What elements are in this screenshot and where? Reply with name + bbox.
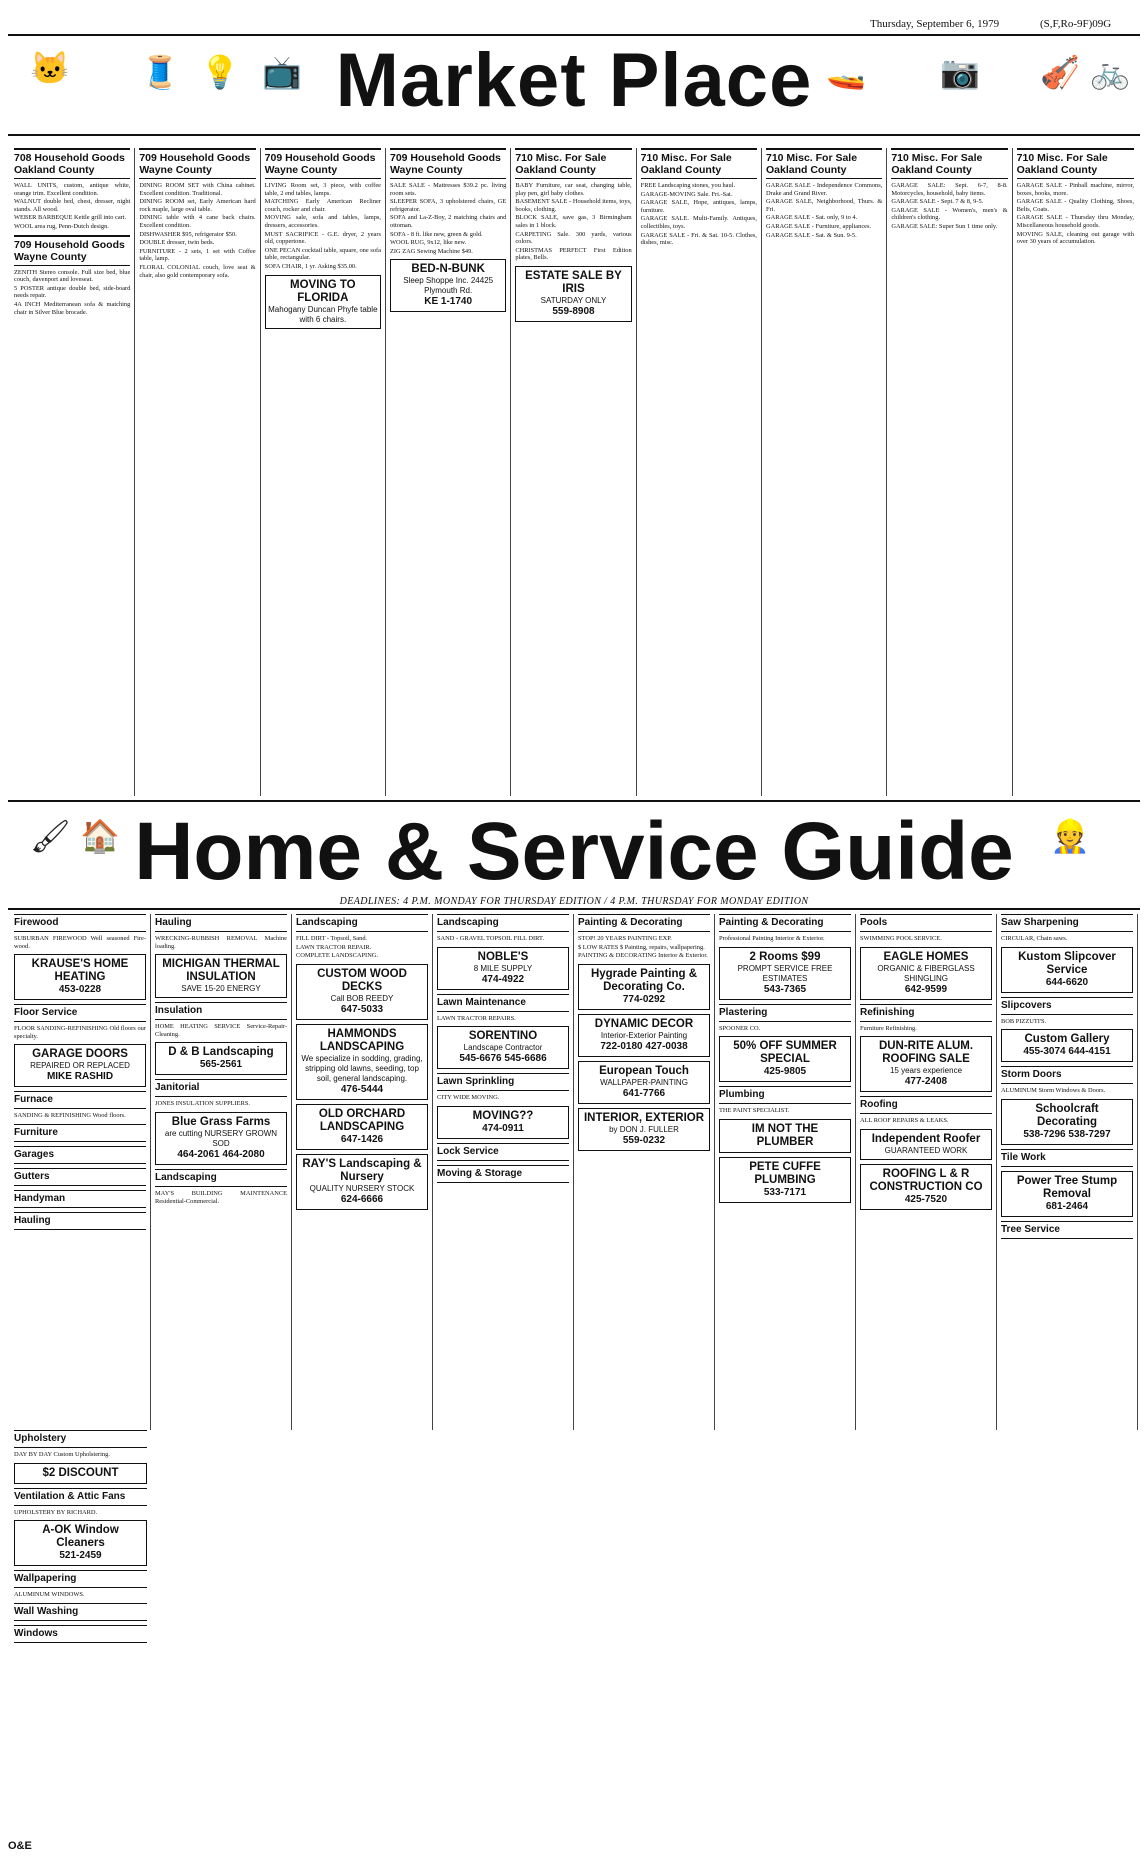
ad-headline: A-OK Window Cleaners: [42, 1524, 119, 1550]
display-ad: [14, 1520, 147, 1566]
classified-heading: Refinishing: [860, 1004, 992, 1022]
ad-subline: 15 years experience: [889, 1066, 963, 1076]
classified-heading: 709 Household Goods Wayne County: [390, 148, 506, 179]
classified-ad: Professional Painting Interior & Exterior.: [719, 935, 825, 942]
classified-ad: PAINTING & DECORATING Interior & Exterior.: [578, 952, 708, 960]
display-ad: [14, 1044, 146, 1087]
classified-heading: Tree Service: [1001, 1221, 1133, 1239]
classified-ad: WRECKING-RUBBISH REMOVAL Machine loading.: [155, 935, 287, 950]
classified-ad: 4A INCH Mediterranean sofa & matching chair in Silver Blue brocade.: [14, 300, 131, 316]
classified-heading: Handyman: [14, 1190, 146, 1208]
ad-headline: Hygrade Painting & Decorating Co.: [590, 967, 698, 993]
classified-heading: 709 Household Goods Wayne County: [14, 235, 130, 266]
ad-subline: WALLPAPER-PAINTING: [600, 1077, 688, 1087]
display-ad: [860, 1164, 992, 1210]
classified-heading: Firewood: [14, 914, 146, 932]
classified-heading: Ventilation & Attic Fans: [14, 1488, 147, 1506]
classified-ad: GARAGE SALE - Pinball machine, mirror, boxes, books, more.: [1016, 182, 1134, 197]
classified-ad: GARAGE-MOVING Sale. Fri.-Sat.: [640, 190, 733, 198]
classified-heading: Painting & Decorating: [719, 914, 851, 932]
home-service-column-1: [10, 914, 151, 1430]
display-ad: [1001, 1171, 1133, 1217]
classified-heading: 709 Household Goods Wayne County: [139, 148, 255, 179]
market-place-column-3: [261, 148, 386, 796]
classified-ad: ZENITH Stereo console. Full size bed, blue couch, davenport and loveseat.: [14, 268, 131, 284]
home-service-columns: [10, 914, 1138, 1834]
classified-heading: Garages: [14, 1146, 146, 1164]
ad-phone: 681-2464: [1045, 1200, 1089, 1212]
classified-ad: DINING ROOM SET with China cabinet. Excellent condition. Traditional.: [139, 182, 256, 197]
home-service-column-3: [292, 914, 433, 1430]
cat-icon: 🐱: [30, 50, 70, 86]
classified-ad: WEBER BARBEQUE Kettle grill into cart.: [14, 214, 127, 222]
display-ad: [578, 1014, 710, 1057]
edition-code: (S,F,Ro-9F)09G: [1040, 18, 1112, 30]
ad-phone: 647-1426: [340, 1133, 384, 1145]
classified-ad: Furniture Refinishing.: [860, 1024, 917, 1032]
ad-headline: 2 Rooms $99: [749, 950, 821, 963]
camera-icon: 📷: [940, 54, 980, 90]
ad-headline: SORENTINO: [468, 1030, 538, 1043]
ad-headline: Schoolcraft Decorating: [1035, 1102, 1099, 1128]
ad-phone: 455-3074 644-4151: [1023, 1046, 1111, 1058]
classified-ad: ALUMINUM WINDOWS.: [14, 1591, 85, 1599]
ad-headline: D & B Landscaping: [168, 1046, 274, 1059]
market-place-column-9: [1013, 148, 1138, 796]
classified-heading: Lawn Maintenance: [437, 994, 569, 1012]
paint-roller-icon: 🖌: [30, 818, 71, 854]
classified-ad: MUST SACRIFICE - G.E. dryer, 2 years old, coppertone.: [264, 230, 381, 246]
classified-ad: CARPETING Sale. 300 yards, various colors.: [515, 230, 632, 246]
display-ad: [437, 1026, 569, 1069]
ad-subline: Call BOB REEDY: [330, 993, 394, 1003]
section-rule: [8, 800, 1140, 802]
boat-icon: 🚤: [826, 54, 866, 90]
classified-heading: Tile Work: [1001, 1149, 1133, 1167]
classified-ad: SPOONER CO.: [719, 1024, 761, 1032]
classified-ad: SAND - GRAVEL TOPSOIL FILL DIRT.: [437, 935, 545, 942]
ad-phone: 543-7365: [763, 983, 807, 995]
classified-heading: Saw Sharpening: [1001, 914, 1133, 932]
home-service-column-6: [715, 914, 856, 1430]
classified-heading: Landscaping: [155, 1169, 287, 1187]
market-place-title: Market Place: [335, 38, 813, 123]
classified-ad: HOME HEATING SERVICE Service-Repair-Cleaning.: [155, 1023, 287, 1038]
classified-heading: Storm Doors: [1001, 1066, 1133, 1084]
ad-headline: GARAGE DOORS: [32, 1048, 128, 1061]
classified-heading: 708 Household Goods Oakland County: [14, 148, 130, 179]
display-ad: [14, 1463, 147, 1484]
ad-headline: KRAUSE'S HOME HEATING: [31, 958, 129, 984]
ad-headline: Power Tree Stump Removal: [1016, 1174, 1118, 1200]
ad-phone: 642-9599: [904, 983, 948, 995]
ad-phone: 453-0228: [58, 984, 102, 996]
ad-phone: 559-8908: [552, 305, 595, 317]
classified-heading: 710 Misc. For Sale Oakland County: [515, 148, 631, 179]
classified-heading: 710 Misc. For Sale Oakland County: [766, 148, 882, 179]
ad-subline: Interior-Exterior Painting: [600, 1030, 688, 1040]
sewing-machine-icon: 🧵: [140, 54, 180, 90]
footer-code: O&E: [8, 1840, 32, 1852]
ad-headline: $2 DISCOUNT: [42, 1466, 119, 1479]
market-place-columns: [10, 148, 1138, 796]
display-ad: [155, 1042, 287, 1075]
classified-heading: Furnace: [14, 1091, 146, 1109]
classified-heading: Gutters: [14, 1168, 146, 1186]
classified-ad: CITY WIDE MOVING.: [437, 1094, 500, 1102]
market-place-column-7: [762, 148, 887, 796]
display-ad: [296, 1024, 428, 1100]
classified-ad: GARAGE SALE: Super Sun 1 time only.: [891, 222, 998, 230]
home-service-title: Home & Service Guide: [134, 806, 1014, 897]
classified-ad: GARAGE SALE - Women's, men's & children's clothing.: [891, 206, 1008, 222]
ad-subline: by DON J. FULLER: [609, 1124, 679, 1134]
ad-headline: MICHIGAN THERMAL INSULATION: [162, 958, 280, 984]
ad-phone: KE 1-1740: [424, 296, 473, 308]
classified-ad: DISHWASHER $95, refrigerator $50.: [139, 230, 237, 238]
ad-headline: European Touch: [599, 1064, 689, 1077]
ad-subline: are cutting NURSERY GROWN SOD: [164, 1128, 278, 1148]
ad-phone: 774-0292: [622, 993, 666, 1005]
ad-phone: 722-0180 427-0038: [600, 1040, 688, 1052]
market-place-column-2: [135, 148, 260, 796]
ad-phone: 477-2408: [904, 1076, 948, 1088]
classified-heading: Pools: [860, 914, 992, 932]
ad-subline: SAVE 15-20 ENERGY: [181, 984, 261, 994]
classified-heading: Lock Service: [437, 1143, 569, 1161]
ad-subline: 8 MILE SUPPLY: [473, 963, 533, 973]
ad-headline: Custom Gallery: [1024, 1033, 1110, 1046]
display-ad: [1001, 947, 1133, 993]
classified-ad: WOOL RUG, 9x12, like new.: [390, 239, 467, 247]
ad-headline: NOBLE'S: [477, 950, 529, 963]
classified-heading: Painting & Decorating: [578, 914, 710, 932]
ad-headline: PETE CUFFE PLUMBING: [749, 1160, 821, 1186]
display-ad: [515, 266, 631, 322]
display-ad: [296, 1104, 428, 1150]
ad-phone: 521-2459: [59, 1550, 102, 1562]
appliance-icon: 📺: [262, 54, 302, 90]
display-ad: [155, 1112, 287, 1165]
ad-subline: Mahogany Duncan Phyfe table with 6 chairs.: [268, 304, 378, 324]
classified-ad: GARAGE SALE - Fri. & Sat. 10-5. Clothes, dishes, misc.: [640, 231, 757, 247]
classified-ad: BASEMENT SALE - Household items, toys, books, clothing.: [515, 198, 632, 213]
classified-heading: Landscaping: [296, 914, 428, 932]
ad-phone: 641-7766: [622, 1087, 666, 1099]
classified-ad: FLORAL COLONIAL couch, love seat & chair, also gold contemporary sofa.: [139, 263, 256, 279]
market-place-column-1: [10, 148, 135, 796]
classified-ad: FURNITURE - 2 sets, 1 set with Coffee table, lamp.: [139, 247, 256, 263]
classified-ad: FREE Landscaping stones, you haul.: [640, 182, 736, 189]
house-icon: 🏠: [80, 818, 120, 854]
classified-ad: SLEEPER SOFA, 3 upholstered chairs, GE refrigerator.: [390, 198, 507, 213]
display-ad: [296, 1154, 428, 1210]
classified-heading: Plastering: [719, 1004, 851, 1022]
market-place-column-6: [637, 148, 762, 796]
classified-heading: Furniture: [14, 1124, 146, 1142]
classified-ad: MOVING SALE, cleaning out garage with over 30 years of accumulation.: [1016, 230, 1134, 246]
display-ad: [860, 1129, 992, 1160]
classified-heading: Windows: [14, 1625, 147, 1643]
ad-subline: QUALITY NURSERY STOCK: [309, 1183, 415, 1193]
ad-phone: 545-6676 545-6686: [459, 1053, 547, 1065]
ad-phone: 474-0911: [482, 1122, 524, 1134]
display-ad: [155, 954, 287, 998]
classified-ad: DAY BY DAY Custom Upholstering.: [14, 1451, 110, 1458]
ad-headline: DUN-RITE ALUM. ROOFING SALE: [878, 1040, 974, 1066]
classified-heading: 709 Household Goods Wayne County: [265, 148, 381, 179]
classified-ad: LAWN TRACTOR REPAIRS.: [437, 1014, 516, 1022]
ad-subline: We specialize in sodding, grading, stripping old lawns, seeding, top soil, general landscaping.: [301, 1053, 423, 1083]
classified-ad: SUBURBAN FIREWOOD Well seasoned Fire-wood.: [14, 935, 146, 950]
display-ad: [14, 954, 146, 1000]
home-service-column-5: [574, 914, 715, 1430]
classified-ad: UPHOLSTERY BY RICHARD.: [14, 1508, 98, 1516]
classified-ad: JONES INSULATION SUPPLIERS.: [155, 1100, 250, 1108]
classified-heading: 710 Misc. For Sale Oakland County: [891, 148, 1007, 179]
classified-ad: SALE SALE - Mattresses $39.2 pc. living room sets.: [390, 182, 507, 197]
home-service-column-4: [433, 914, 574, 1430]
ad-subline: PROMPT SERVICE FREE ESTIMATES: [737, 963, 833, 983]
classified-heading: Roofing: [860, 1096, 992, 1114]
display-ad: [719, 1157, 851, 1203]
ad-headline: Kustom Slipcover Service: [1018, 950, 1116, 976]
ad-phone: 647-5033: [340, 1003, 384, 1015]
classified-ad: COMPLETE LANDSCAPING.: [296, 952, 379, 960]
classified-ad: DOUBLE dresser, twin beds.: [139, 239, 215, 247]
classified-ad: FLOOR SANDING-REFINISHING Old floors our specialty.: [14, 1025, 146, 1040]
classified-ad: GARAGE SALE - Sat. & Sun. 9-5.: [766, 231, 857, 239]
classified-heading: Floor Service: [14, 1004, 146, 1022]
classified-ad: GARAGE SALE - Sept. 7 & 8, 9-5.: [891, 198, 984, 206]
ad-headline: DYNAMIC DECOR: [594, 1017, 694, 1030]
display-ad: [719, 947, 851, 1000]
home-service-column-7: [856, 914, 997, 1430]
ad-headline: IM NOT THE PLUMBER: [751, 1122, 819, 1148]
classified-heading: 710 Misc. For Sale Oakland County: [641, 148, 757, 179]
display-ad: [719, 1036, 851, 1082]
classified-ad: GARAGE SALE - Sat. only, 9 to 4.: [766, 214, 858, 222]
ad-headline: EAGLE HOMES: [883, 950, 969, 963]
ad-phone: 565-2561: [199, 1059, 243, 1071]
classified-ad: SWIMMING POOL SERVICE.: [860, 935, 942, 942]
classified-ad: SOFA - 8 ft. like new, green & gold.: [390, 230, 483, 238]
display-ad: [437, 1106, 569, 1139]
classified-ad: LIVING Room set, 3 piece, with coffee table, 2 end tables, lamps.: [264, 182, 381, 197]
ad-phone: 559-0232: [622, 1134, 666, 1146]
ad-headline: Independent Roofer: [871, 1132, 981, 1145]
classified-ad: MATCHING Early American Recliner couch, rocker and chair.: [264, 198, 381, 213]
ad-headline: ROOFING L & R CONSTRUCTION CO: [869, 1167, 983, 1193]
ad-headline: OLD ORCHARD LANDSCAPING: [318, 1107, 406, 1133]
market-place-rule: [8, 134, 1140, 136]
ad-headline: INTERIOR, EXTERIOR: [583, 1111, 705, 1124]
classified-ad: ALL ROOF REPAIRS & LEAKS.: [860, 1117, 949, 1125]
display-ad: [578, 1108, 710, 1151]
classified-ad: ZIG ZAG Sewing Machine $49.: [390, 247, 473, 255]
home-service-rule: [8, 908, 1140, 910]
display-ad: [578, 1061, 710, 1104]
classified-ad: GARAGE SALE - Thursday thru Monday, Miscellaneous household goods.: [1016, 214, 1134, 229]
home-service-column-8: [997, 914, 1138, 1430]
classified-heading: Wall Washing: [14, 1603, 147, 1621]
ad-headline: 50% OFF SUMMER SPECIAL: [733, 1040, 837, 1066]
market-place-column-8: [887, 148, 1012, 796]
market-place-column-5: [511, 148, 636, 796]
classified-heading: Slipcovers: [1001, 997, 1133, 1015]
classified-ad: GARAGE SALE: Sept. 6-7, 8-8. Motorcycles, household, baby items.: [891, 182, 1008, 197]
top-rule: [8, 34, 1140, 36]
classified-ad: GARAGE SALE - Furniture, appliances.: [766, 222, 872, 230]
classified-ad: WALL UNITS, custom, antique white, orange trim. Excellent condition.: [14, 182, 131, 197]
classified-heading: Janitorial: [155, 1079, 287, 1097]
ad-headline: BED-N-BUNK: [411, 263, 485, 276]
classified-heading: Moving & Storage: [437, 1165, 569, 1183]
display-ad: [860, 947, 992, 1000]
classified-ad: GARAGE SALE. Multi-Family. Antiques, collectibles, toys.: [640, 215, 757, 230]
bicycle-icon: 🚲: [1090, 54, 1130, 90]
ad-phone: 474-4922: [481, 973, 525, 985]
classified-ad: SOFA and La-Z-Boy, 2 matching chairs and ottoman.: [390, 214, 507, 229]
classified-heading: Wallpapering: [14, 1570, 147, 1588]
ad-phone: 644-6620: [1045, 976, 1089, 988]
display-ad: [1001, 1099, 1133, 1145]
ad-subline: GUARANTEED WORK: [884, 1145, 968, 1155]
classified-ad: DINING table with 4 cane back chairs. Excellent condition.: [139, 214, 256, 229]
market-place-column-4: [386, 148, 511, 796]
ad-headline: HAMMONDS LANDSCAPING: [319, 1027, 405, 1053]
ad-phone: 624-6666: [340, 1193, 384, 1205]
classified-ad: BABY Furniture, car seat, changing table, play pen, girl baby clothes.: [515, 182, 632, 197]
classified-ad: LAWN TRACTOR REPAIR.: [296, 943, 372, 951]
deadline-notice: DEADLINES: 4 P.M. MONDAY FOR THURSDAY EDITION / 4 P.M. THURSDAY FOR MONDAY EDITION: [339, 896, 809, 907]
display-ad: [296, 964, 428, 1020]
classified-ad: 5 POSTER antique double bed, side-board needs repair.: [14, 284, 131, 300]
home-service-column-9: [10, 1430, 151, 1834]
ad-phone: MIKE RASHID: [46, 1071, 114, 1083]
display-ad: [860, 1036, 992, 1092]
classified-ad: CHRISTMAS PERFECT First Edition plates, Bells.: [515, 246, 632, 262]
classified-ad: GARAGE SALE - Independence Commons, Drake and Grand River.: [766, 182, 883, 197]
home-service-column-2: [151, 914, 292, 1430]
ad-subline: Landscape Contractor: [463, 1043, 543, 1053]
classified-ad: FILL DIRT - Topsoil, Sand.: [296, 935, 368, 942]
classified-heading: Landscaping: [437, 914, 569, 932]
classified-ad: SANDING & REFINISHING Wood floors.: [14, 1112, 126, 1120]
ad-headline: MOVING TO FLORIDA: [290, 278, 356, 304]
classified-heading: 710 Misc. For Sale Oakland County: [1017, 148, 1134, 179]
classified-ad: $ LOW RATES $ Painting, repairs, wallpapering.: [578, 943, 705, 951]
ad-headline: ESTATE SALE BY IRIS: [525, 269, 622, 295]
ad-headline: MOVING??: [472, 1109, 534, 1122]
classified-ad: MAY'S BUILDING MAINTENANCE Residential-Commercial.: [155, 1189, 287, 1205]
lamp-icon: 💡: [200, 54, 240, 90]
worker-icon: 👷: [1050, 818, 1090, 854]
classified-ad: SOFA CHAIR, 1 yr. Asking $35.00.: [264, 262, 357, 270]
ad-subline: SATURDAY ONLY: [540, 295, 607, 305]
classified-heading: Hauling: [14, 1212, 146, 1230]
ad-subline: ORGANIC & FIBERGLASS SHINGLING: [877, 963, 975, 983]
classified-ad: MOVING sale, sofa and tables, lamps, dressers, accessories.: [264, 214, 381, 229]
classified-ad: GARAGE SALE, Neighborhood, Thurs. & Fri.: [766, 198, 883, 213]
ad-phone: 533-7171: [763, 1186, 807, 1198]
classified-ad: ONE PECAN cocktail table, square, one sofa table, rectangular.: [264, 246, 381, 262]
ad-subline: Sleep Shoppe Inc. 24425 Plymouth Rd.: [403, 276, 494, 296]
ad-phone: 425-7520: [904, 1193, 948, 1205]
classified-ad: DINING ROOM set, Early American hard rock maple, large oval table.: [139, 198, 256, 213]
classified-ad: WOOL area rug, Penn-Dutch design.: [14, 222, 109, 230]
classified-heading: Insulation: [155, 1002, 287, 1020]
ad-phone: 425-9805: [763, 1066, 807, 1078]
issue-date: Thursday, September 6, 1979: [870, 18, 1000, 30]
classified-ad: BOB PIZZUTI'S.: [1001, 1017, 1047, 1025]
classified-heading: Lawn Sprinkling: [437, 1073, 569, 1091]
ad-phone: 464-2061 464-2080: [177, 1148, 265, 1160]
ad-headline: CUSTOM WOOD DECKS: [317, 967, 407, 993]
ad-subline: REPAIRED OR REPLACED: [30, 1061, 130, 1071]
classified-heading: Hauling: [155, 914, 287, 932]
classified-ad: BLOCK SALE, save gas, 3 Birmingham sales in 1 block.: [515, 214, 632, 229]
classified-ad: WALNUT double bed, chest, dresser, night stands. All wood.: [14, 198, 131, 213]
display-ad: [719, 1119, 851, 1153]
classified-ad: ALUMINUM Storm Windows & Doors.: [1001, 1087, 1106, 1095]
classified-heading: Plumbing: [719, 1086, 851, 1104]
ad-phone: 538-7296 538-7297: [1023, 1128, 1111, 1140]
ad-headline: Blue Grass Farms: [171, 1115, 271, 1128]
classified-ad: STOP! 20 YEARS PAINTING EXP.: [578, 935, 672, 942]
classified-ad: THE PAINT SPECIALIST.: [719, 1107, 790, 1115]
classified-heading: Upholstery: [14, 1430, 147, 1448]
violin-icon: 🎻: [1040, 54, 1080, 90]
display-ad: [437, 947, 569, 990]
ad-phone: 476-5444: [340, 1083, 384, 1095]
ad-headline: RAY'S Landscaping & Nursery: [302, 1157, 422, 1183]
display-ad: [265, 275, 381, 329]
display-ad: [578, 964, 710, 1010]
classified-ad: CIRCULAR, Chain saws.: [1001, 935, 1068, 942]
display-ad: [1001, 1029, 1133, 1062]
classified-ad: GARAGE SALE, Hope, antiques, lamps, furniture.: [640, 199, 757, 214]
dateline: [0, 18, 1148, 32]
display-ad: [390, 259, 506, 312]
classified-ad: GARAGE SALE - Quality Clothing, Shoes, Belts, Coats.: [1016, 198, 1134, 213]
